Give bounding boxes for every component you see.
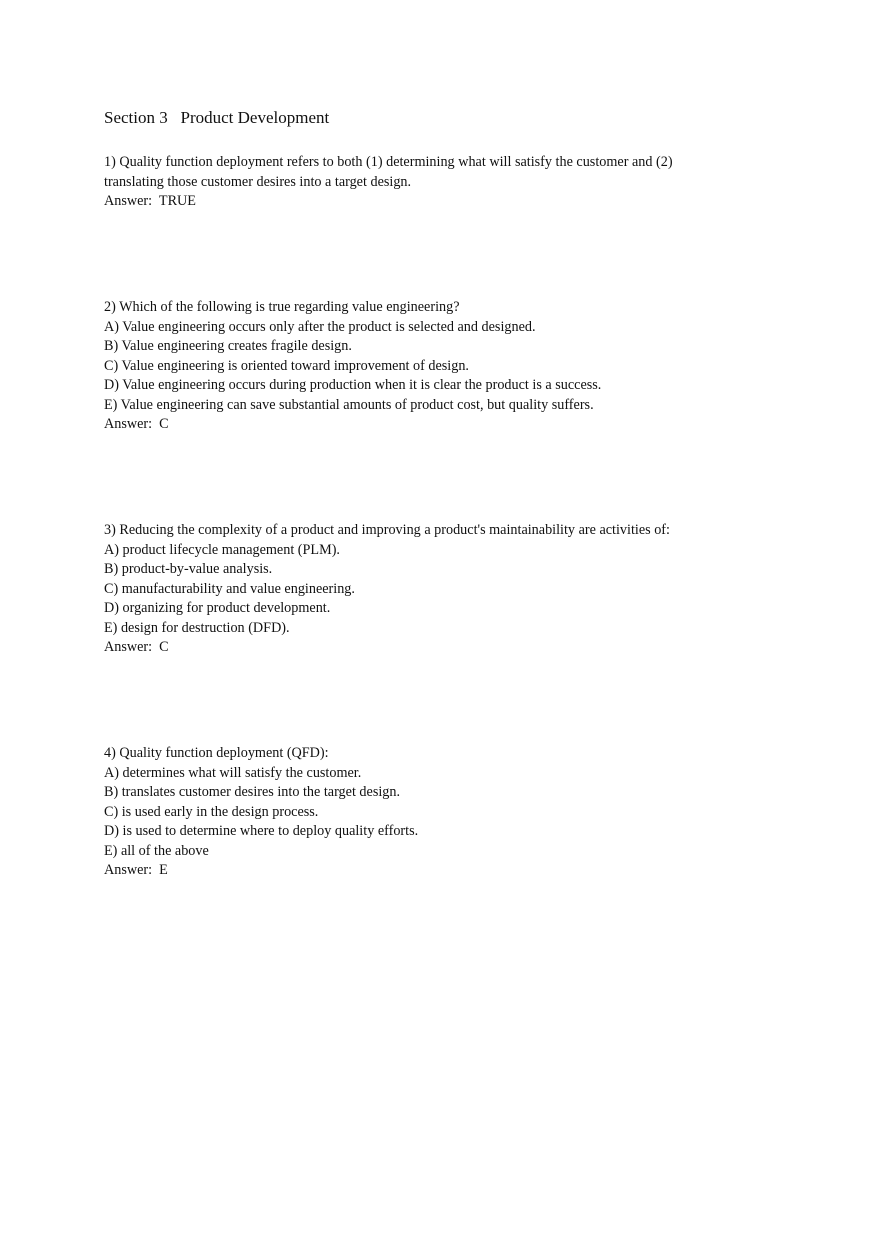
question-4-option-a: A) determines what will satisfy the customer. [104,764,362,781]
section-title: Section 3 Product Development [104,108,330,127]
question-2-option-e: E) Value engineering can save substantial amounts of product cost, but quality suffers. [104,396,594,413]
question-3-option-d: D) organizing for product development. [104,600,331,616]
question-2-option-a: A) Value engineering occurs only after the product is selected and designed. [104,318,536,335]
question-2-option-b: B) Value engineering creates fragile design. [104,338,352,354]
question-1-answer: Answer: TRUE [104,193,196,209]
question-3-option-c: C) manufacturability and value engineering. [104,580,355,597]
question-4-stem: 4) Quality function deployment (QFD): [104,745,329,761]
question-3-option-a: A) product lifecycle management (PLM). [104,541,340,558]
question-4-option-e: E) all of the above [104,842,209,859]
question-3 [104,521,724,658]
question-2-option-c: C) Value engineering is oriented toward improvement of design. [104,357,469,374]
question-4-option-c: C) is used early in the design process. [104,803,319,820]
question-3-option-e: E) design for destruction (DFD). [104,619,290,636]
question-4-option-b: B) translates customer desires into the target design. [104,784,401,800]
question-3-stem: 3) Reducing the complexity of a product and improving a product's maintainability are activities of: [104,522,670,538]
question-1-stem-line-2: translating those customer desires into a target design. [104,173,412,190]
question-3-answer: Answer: C [104,639,169,655]
question-2-option-d: D) Value engineering occurs during production when it is clear the product is a success. [104,377,602,393]
question-3-option-b: B) product-by-value analysis. [104,561,273,577]
question-2-answer: Answer: C [104,416,169,432]
question-4-option-d: D) is used to determine where to deploy quality efforts. [104,823,419,839]
question-2-stem: 2) Which of the following is true regarding value engineering? [104,299,460,315]
question-2 [104,298,724,435]
question-1 [104,153,724,212]
question-4 [104,744,724,881]
question-1-stem-line-1: 1) Quality function deployment refers to both (1) determining what will satisfy the customer and (2) [104,154,673,170]
question-4-answer: Answer: E [104,862,168,878]
